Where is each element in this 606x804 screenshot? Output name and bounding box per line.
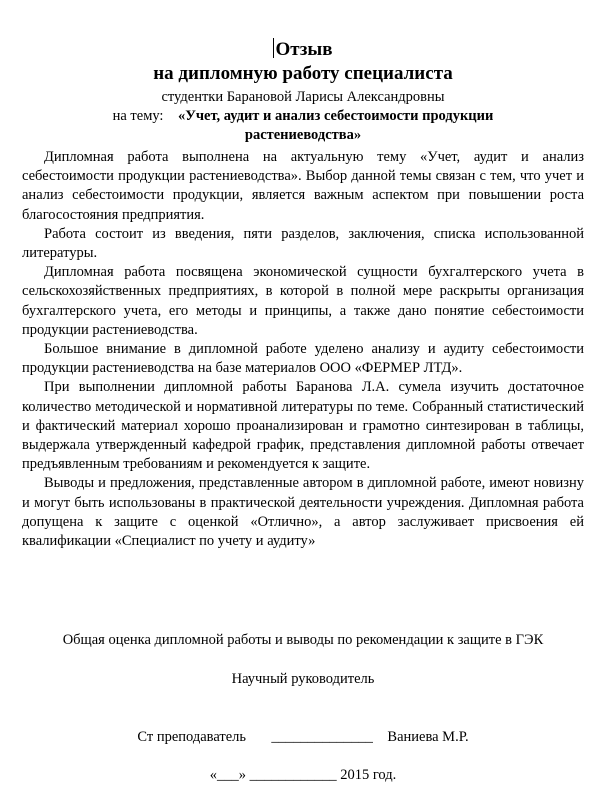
theme-label: на тему: bbox=[112, 108, 164, 124]
date-year: 2015 год. bbox=[340, 767, 397, 783]
document-title bbox=[0, 38, 606, 61]
date-month-blank: ____________ bbox=[249, 767, 337, 783]
theme-line bbox=[0, 107, 606, 125]
overall-assessment: Общая оценка дипломной работы и выводы по рекомендации к защите в ГЭК bbox=[62, 632, 544, 648]
supervisor-position: Ст преподаватель bbox=[137, 729, 247, 745]
supervisor-label: Научный руководитель bbox=[231, 671, 375, 687]
paragraph: Большое внимание в дипломной работе уделено анализу и аудиту себестоимости продукции растениеводства на базе материалов ООО «ФЕРМЕР ЛТД». bbox=[22, 341, 584, 377]
review-body bbox=[22, 148, 584, 551]
paragraph: Выводы и предложения, представленные автором в дипломной работе, имеют новизну и могут быть использованы в практической деятельности учреждения. Дипломная работа допущена к защите с оценкой «Отлично», а автор заслуживает присвоения ей квалификации «Специалист по учету и аудиту» bbox=[22, 475, 584, 550]
title-text: Отзыв bbox=[275, 39, 333, 60]
document-subtitle: на дипломную работу специалиста bbox=[153, 63, 453, 84]
signature-blank: ______________ bbox=[271, 729, 373, 745]
paragraph: Дипломная работа выполнена на актуальную тему «Учет, аудит и анализ себестоимости продукции растениеводства». Выбор данной темы связан с тем, что учет и анализ себестоимости продукции, является важным аспектом при повышении роста благосостояния предприятия. bbox=[22, 149, 584, 223]
date-quote-open: « bbox=[209, 767, 217, 783]
theme-title-part2: растениеводства» bbox=[244, 127, 362, 143]
date-quote-close: » bbox=[238, 767, 246, 783]
paragraph: Дипломная работа посвящена экономической сущности бухгалтерского учета в сельскохозяйственных предприятиях, в которой в полной мере раскрыты организация бухгалтерского учета, его методы и принципы, а также дано понятие себестоимости продукции растениеводства. bbox=[22, 264, 584, 338]
signature-line bbox=[0, 728, 606, 746]
paragraph: При выполнении дипломной работы Баранова Л.А. сумела изучить достаточное количество методической и нормативной литературы по теме. Собранный статистический и фактический материал хорошо проанализирован и грамотно синтезирован в таблицы, выдержала утвержденный кафедрой график, представления дипломной работы отвечает предъявленным требованиям и рекомендуется к защите. bbox=[22, 379, 584, 473]
date-day-blank: ___ bbox=[216, 767, 239, 783]
date-line bbox=[0, 766, 606, 784]
paragraph: Работа состоит из введения, пяти разделов, заключения, списка использованной литературы. bbox=[22, 225, 584, 262]
student-line: студентки Барановой Ларисы Александровны bbox=[161, 89, 445, 105]
supervisor-name: Ваниева М.Р. bbox=[387, 729, 469, 745]
theme-title-part1: «Учет, аудит и анализ себестоимости продукции bbox=[177, 108, 494, 124]
